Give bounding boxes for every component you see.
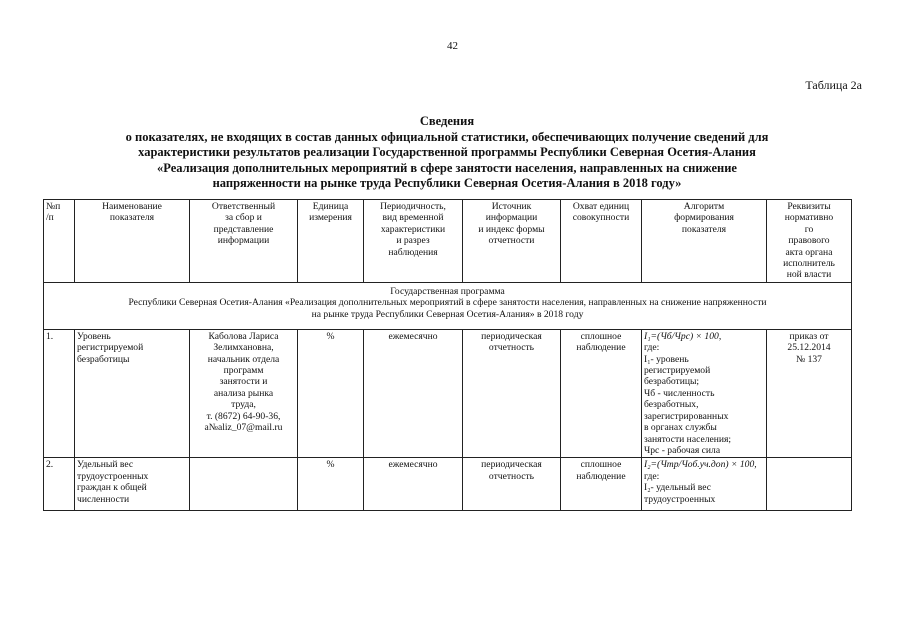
cell-line: Ответственный: [211, 201, 276, 212]
cell-line: Каболова Лариса: [208, 330, 279, 342]
cell-line: Единица: [312, 201, 349, 212]
cell-line: 25.12.2014: [787, 342, 831, 354]
cell-line: I₁- уровень: [644, 353, 689, 365]
cell-source: [463, 329, 561, 457]
cell-coverage: [561, 458, 642, 511]
cell-line: труда,: [231, 399, 256, 411]
cell-line: безработицы: [77, 353, 130, 365]
cell-line: Зелимхановна,: [213, 342, 274, 354]
header-cell-source: [463, 200, 561, 283]
table-row: [44, 329, 852, 457]
cell-line: отчетность: [488, 342, 535, 354]
cell-line: сплошное: [580, 330, 622, 342]
header-cell-unit: [298, 200, 364, 283]
cell-line: регистрируемой: [644, 365, 711, 377]
cell-line: трудоустроенных: [77, 470, 149, 482]
cell-line: численности: [77, 493, 130, 505]
cell-line: I₂- удельный вес: [644, 482, 711, 494]
cell-line: и разрез: [396, 235, 430, 247]
cell-line: зарегистрированных: [644, 410, 729, 422]
cell-line: сплошное: [580, 459, 622, 471]
cell-line: ной власти: [786, 269, 832, 281]
cell-line: /п: [46, 212, 54, 224]
cell-line: отчетность: [488, 470, 535, 482]
heading-line: Сведения: [419, 114, 475, 128]
header-cell-name: [75, 200, 190, 283]
cell-periodicity: ежемесячно: [364, 458, 463, 511]
cell-line: Удельный вес: [77, 459, 134, 471]
indicators-table: [43, 199, 852, 511]
cell-num: 1.: [44, 329, 75, 457]
header-cell-algorithm: [642, 200, 767, 283]
cell-requisites: [767, 329, 852, 457]
cell-line: Периодичность,: [380, 201, 446, 212]
cell-line: совокупности: [572, 212, 630, 224]
cell-line: где:: [644, 342, 660, 354]
cell-periodicity: ежемесячно: [364, 329, 463, 457]
cell-line: на рынке труда Республики Северная Осетия-Алания» в 2018 году: [311, 308, 584, 320]
cell-line: Чб - численность: [644, 387, 715, 399]
cell-line: начальник отдела: [207, 353, 280, 365]
table-row: [44, 458, 852, 511]
cell-unit: %: [298, 329, 364, 457]
program-row: [44, 282, 852, 329]
cell-line: I₁=(Чб/Чрс) × 100,: [644, 330, 722, 342]
header-row: [44, 200, 852, 283]
cell-line: №п: [46, 201, 61, 212]
cell-unit: %: [298, 458, 364, 511]
header-cell-periodicity: [364, 200, 463, 283]
header-cell-coverage: [561, 200, 642, 283]
cell-name: [75, 329, 190, 457]
cell-line: Охват единиц: [572, 201, 630, 212]
cell-line: представление: [213, 223, 274, 235]
cell-line: показателя: [681, 223, 727, 235]
cell-line: анализа рынка: [213, 387, 274, 399]
cell-line: наблюдение: [576, 470, 626, 482]
cell-line: Уровень: [77, 330, 111, 342]
cell-line: Чрс - рабочая сила: [644, 444, 721, 456]
cell-line: правового: [788, 235, 830, 247]
cell-line: приказ от: [789, 330, 829, 342]
heading-line: «Реализация дополнительных мероприятий в сфере занятости населения, направленных на снижение: [157, 160, 737, 175]
cell-line: информации: [217, 235, 270, 247]
cell-line: Республики Северная Осетия-Алания «Реализация дополнительных мероприятий в сфере занятости населения, направленных на снижение напряженности: [128, 297, 767, 309]
header-cell-requisites: [767, 200, 852, 283]
cell-line: трудоустроенных: [644, 493, 716, 505]
cell-line: Наименование: [102, 201, 162, 212]
cell-line: вид временной: [382, 212, 444, 224]
cell-line: № 137: [796, 353, 822, 365]
cell-line: показателя: [109, 212, 155, 224]
cell-requisites: [767, 458, 852, 511]
cell-line: нормативно: [784, 212, 834, 224]
cell-line: Государственная программа: [390, 285, 505, 297]
cell-responsible: [190, 329, 298, 457]
header-cell-responsible: [190, 200, 298, 283]
heading-line: напряженности на рынке труда Республики Северная Осетия-Алания в 2018 году»: [212, 176, 682, 190]
heading-line: характеристики результатов реализации Государственной программы Республики Северная Осетия-Алания: [138, 145, 756, 159]
cell-name: [75, 458, 190, 511]
cell-line: Источник: [491, 201, 532, 212]
cell-coverage: [561, 329, 642, 457]
cell-line: граждан к общей: [77, 482, 147, 494]
heading-line: о показателях, не входящих в состав данных официальной статистики, обеспечивающих получение сведений для: [125, 129, 769, 144]
cell-responsible: [190, 458, 298, 511]
cell-line: го: [804, 223, 814, 235]
cell-line: в органах службы: [644, 422, 717, 434]
cell-line: программ: [223, 365, 264, 377]
cell-source: [463, 458, 561, 511]
cell-line: периодическая: [481, 459, 542, 471]
cell-line: наблюдение: [576, 342, 626, 354]
cell-line: безработных,: [644, 399, 699, 411]
cell-line: измерения: [309, 212, 352, 224]
cell-line: периодическая: [481, 330, 542, 342]
cell-line: исполнитель: [783, 258, 835, 270]
cell-line: формирования: [674, 212, 734, 224]
cell-line: отчетности: [488, 235, 535, 247]
cell-line: наблюдения: [388, 246, 438, 258]
header-cell-num: [44, 200, 75, 283]
cell-num: 2.: [44, 458, 75, 511]
cell-line: Алгоритм: [683, 201, 725, 212]
cell-line: занятости населения;: [644, 433, 732, 445]
document-heading: [43, 114, 851, 192]
cell-line: I₂=(Чтр/Чоб.уч.доп) × 100,: [644, 459, 757, 471]
cell-line: и индекс формы: [478, 223, 545, 235]
cell-algorithm: [642, 458, 767, 511]
page-number: 42: [447, 40, 458, 52]
program-cell: [44, 282, 852, 329]
cell-line: безработицы;: [644, 376, 700, 388]
cell-line: акта органа: [785, 246, 833, 258]
cell-line: т. (8672) 64-90-36,: [206, 410, 281, 422]
cell-line: характеристики: [380, 223, 446, 235]
cell-line: занятости и: [219, 376, 268, 388]
cell-line: a№aliz_07@mail.ru: [204, 422, 283, 434]
cell-line: Реквизиты: [787, 201, 831, 212]
table-label: Таблица 2а: [805, 78, 862, 92]
cell-line: информации: [485, 212, 538, 224]
cell-algorithm: [642, 329, 767, 457]
cell-line: за сбор и: [225, 212, 262, 224]
cell-line: регистрируемой: [77, 342, 144, 354]
cell-line: где:: [644, 470, 660, 482]
